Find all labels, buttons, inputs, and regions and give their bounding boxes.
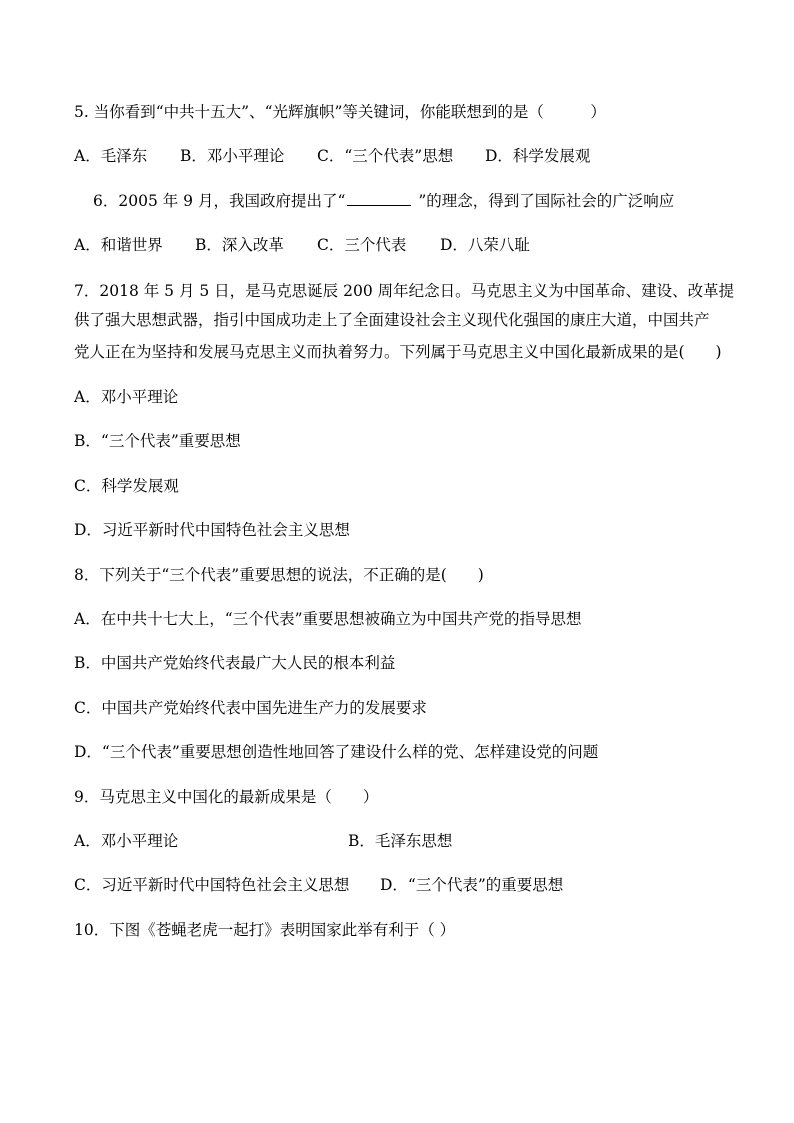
question-6-option-d: D．八荣八耻 [440, 236, 530, 254]
question-8-option-c: C．中国共产党始终代表中国先进生产力的发展要求 [74, 699, 427, 717]
question-7-stem-line-2: 供了强大思想武器，指引中国成功走上了全面建设社会主义现代化强国的康庄大道，中国共产 [74, 311, 710, 329]
question-5-option-b: B．邓小平理论 [180, 147, 285, 165]
question-8-option-d: D．“三个代表”重要思想创造性地回答了建设什么样的党、怎样建设党的问题 [74, 743, 599, 761]
question-7-option-d: D．习近平新时代中国特色社会主义思想 [74, 521, 350, 539]
question-5-option-c: C．“三个代表”思想 [317, 147, 454, 165]
question-6-stem [93, 190, 674, 212]
question-7-stem-line-1: 7．2018 年 5 月 5 日，是马克思诞辰 200 周年纪念日。马克思主义为中国革命、建设、改革提 [74, 282, 735, 300]
question-7-option-c: C．科学发展观 [74, 477, 179, 495]
question-5-option-d: D．科学发展观 [485, 147, 591, 165]
question-6-blank [347, 190, 411, 206]
question-6-option-a: A．和谐世界 [74, 236, 163, 254]
question-5-stem: 5. 当你看到“中共十五大”、“光辉旗帜”等关键词，你能联想到的是（ ） [74, 103, 606, 121]
question-8-option-a: A．在中共十七大上，“三个代表”重要思想被确立为中国共产党的指导思想 [74, 610, 582, 628]
question-9-option-c: C．习近平新时代中国特色社会主义思想 [74, 876, 350, 894]
question-7-stem-line-3: 党人正在为坚持和发展马克思主义而执着努力。下列属于马克思主义中国化最新成果的是( ) [74, 343, 722, 361]
question-7-option-a: A．邓小平理论 [74, 388, 179, 406]
question-5-option-a: A．毛泽东 [74, 147, 148, 165]
question-8-option-b: B．中国共产党始终代表最广大人民的根本利益 [74, 654, 396, 672]
question-10-stem: 10．下图《苍蝇老虎一起打》表明国家此举有利于（ ） [74, 921, 456, 939]
question-7-option-b: B．“三个代表”重要思想 [74, 432, 241, 450]
question-6-stem-before: 6．2005 年 9 月，我国政府提出了“ [93, 192, 346, 210]
question-9-option-b: B．毛泽东思想 [348, 832, 453, 850]
question-8-stem: 8．下列关于“三个代表”重要思想的说法，不正确的是( ) [74, 566, 484, 584]
question-6-option-c: C．三个代表 [317, 236, 407, 254]
question-9-option-a: A．邓小平理论 [74, 832, 179, 850]
question-9-stem: 9．马克思主义中国化的最新成果是（ ） [74, 788, 379, 806]
question-6-option-b: B．深入改革 [195, 236, 284, 254]
question-6-stem-after: ”的理念，得到了国际社会的广泛响应 [413, 192, 675, 210]
question-9-option-d: D．“三个代表”的重要思想 [380, 876, 564, 894]
